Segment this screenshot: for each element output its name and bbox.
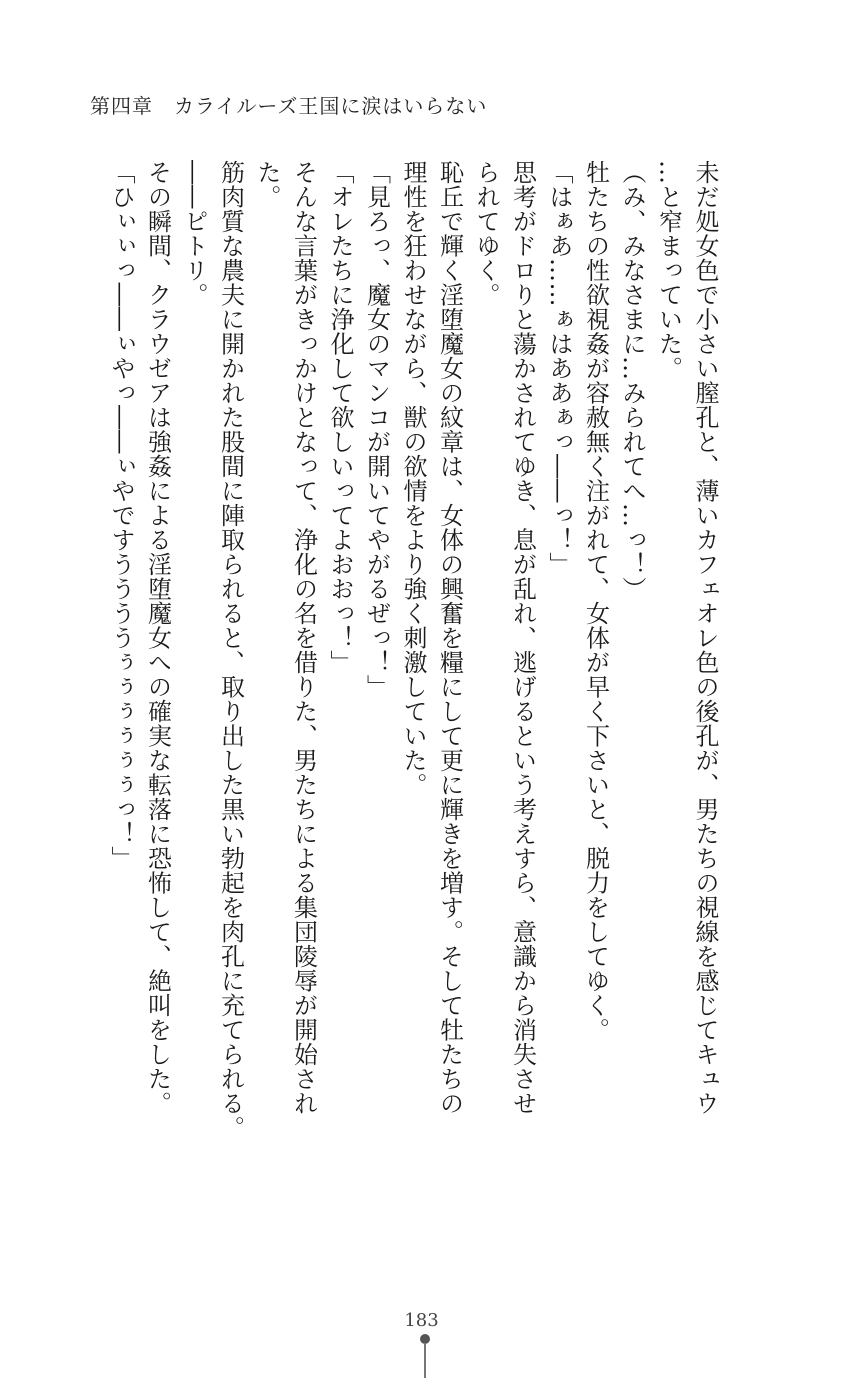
page-number: 183 <box>404 1310 439 1331</box>
text-line: 「オレたちに浄化して欲しいってよおおっ！」 <box>326 160 354 675</box>
text-line: ――ピトリ。 <box>180 160 208 307</box>
text-line: その瞬間、クラウゼアは強姦による淫堕魔女への確実な転落に恐怖して、絶叫をした。 <box>143 160 172 1116</box>
text-line: 未だ処女色で小さい膣孔と、薄いカフェオレ色の後孔が、男たちの視線を感じてキュウ <box>691 160 719 1116</box>
text-line: 恥丘で輝く淫堕魔女の紋章は、女体の興奮を糧にして更に輝きを増す。そして牡たちの <box>435 160 464 1116</box>
text-line: そんな言葉がきっかけとなって、浄化の名を借りた、男たちによる集団陵辱が開始され <box>289 160 318 1116</box>
running-head: 第四章 カライルーズ王国に涙はいらない <box>90 94 488 118</box>
text-line: （み、みなさまに…みられてへ…っ！） <box>618 160 646 601</box>
text-line: 「ひぃぃっ――ぃやっ――ぃやですううううぅぅぅぅぅぅっ！」 <box>107 160 135 871</box>
page-marker-line <box>424 1343 426 1378</box>
text-line: 「はぁあ……ぁはああぁっ――っ！」 <box>545 160 573 577</box>
text-line: た。 <box>253 160 281 209</box>
text-line: 筋肉質な農夫に開かれた股間に陣取られると、取り出した黒い勃起を肉孔に充てられる。 <box>216 160 245 1140</box>
body-text <box>103 160 724 1140</box>
text-line: …と窄まっていた。 <box>654 160 683 381</box>
text-line: 「見ろっ、魔女のマンコが開いてやがるぜっ！」 <box>362 160 391 699</box>
text-line: 理性を狂わせながら、獣の欲情をより強く刺激していた。 <box>399 160 427 797</box>
text-line: 牡たちの性欲視姦が容赦無く注がれて、女体が早く下さいと、脱力をしてゆく。 <box>581 160 610 1042</box>
text-line: られてゆく。 <box>472 160 500 307</box>
text-line: 思考がドロりと蕩かされてゆき、息が乱れ、逃げるという考えすら、意識から消失させ <box>508 160 537 1116</box>
